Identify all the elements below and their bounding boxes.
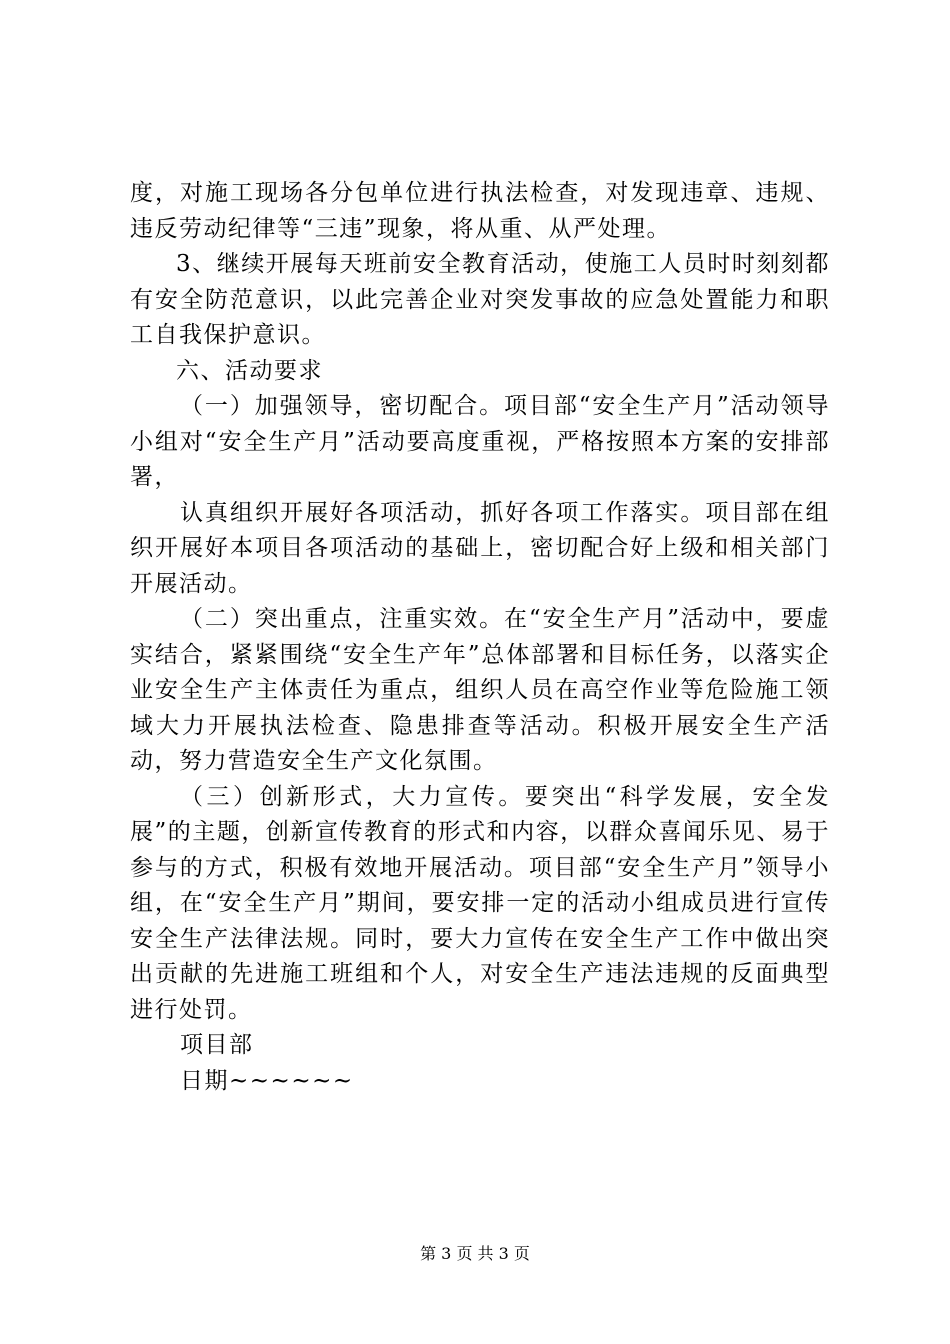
paragraph-requirement-3: （三）创新形式，大力宣传。要突出“科学发展，安全发展”的主题，创新宣传教育的形式和内容，以群众喜闻乐见、易于参与的方式，积极有效地开展活动。项目部“安全生产月”领导小组，在“安全生产月”期间，要安排一定的活动小组成员进行宣传安全生产法律法规。同时，要大力宣传在安全生产工作中做出突出贡献的先进施工班组和个人，对安全生产违法违规的反面典型进行处罚。 bbox=[130, 783, 830, 1023]
document-body bbox=[130, 176, 830, 1099]
section-heading-activity-requirements: 六、活动要求 bbox=[176, 357, 323, 384]
paragraph-requirement-1-continued: 认真组织开展好各项活动，抓好各项工作落实。项目部在组织开展好本项目各项活动的基础上，密切配合好上级和相关部门开展活动。 bbox=[130, 499, 830, 597]
signature-date: 日期~~~~~~ bbox=[180, 1067, 354, 1094]
paragraph-item-3: 3、继续开展每天班前安全教育活动，使施工人员时时刻刻都有安全防范意识，以此完善企业对突发事故的应急处置能力和职工自我保护意识。 bbox=[130, 251, 830, 348]
paragraph-requirement-2: （二）突出重点，注重实效。在“安全生产月”活动中，要虚实结合，紧紧围绕“安全生产年”总体部署和目标任务，以落实企业安全生产主体责任为重点，组织人员在高空作业等危险施工领域大力开展执法检查、隐患排查等活动。积极开展安全生产活动，努力营造安全生产文化氛围。 bbox=[130, 606, 830, 774]
paragraph-continuation: 度，对施工现场各分包单位进行执法检查，对发现违章、违规、违反劳动纪律等“三违”现象，将从重、从严处理。 bbox=[130, 180, 830, 242]
signature-department: 项目部 bbox=[180, 1032, 254, 1058]
page-footer: 第 3 页 共 3 页 bbox=[420, 1244, 530, 1263]
paragraph-requirement-1: （一）加强领导，密切配合。项目部“安全生产月”活动领导小组对“安全生产月”活动要高度重视，严格按照本方案的安排部署， bbox=[130, 393, 830, 490]
